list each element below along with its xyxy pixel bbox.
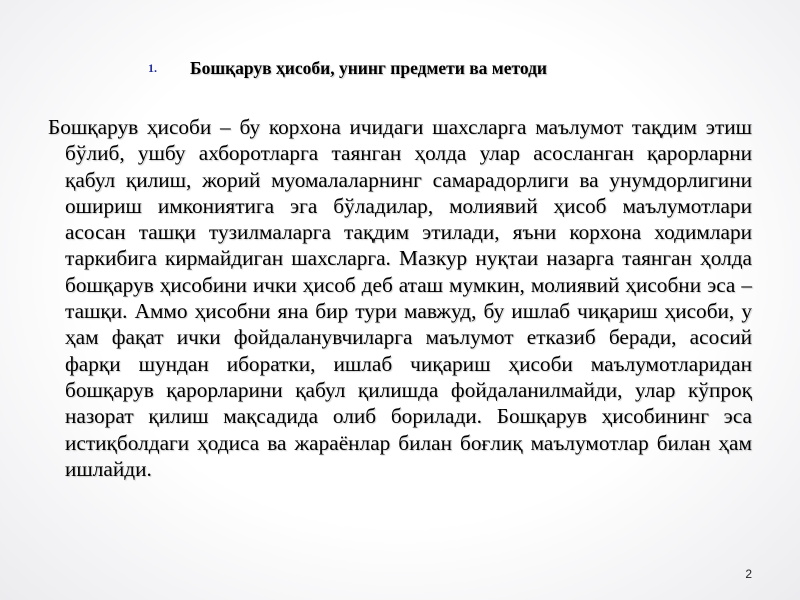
heading-number: 1. (148, 60, 157, 75)
slide-heading (148, 56, 748, 80)
page-number: 2 (745, 567, 752, 581)
heading-title: Бошқарув ҳисоби, унинг предмети ва методи (190, 57, 548, 78)
body-paragraph: Бошқарув ҳисоби – бу корхона ичидаги шахсларга маълумот тақдим этиш бўлиб, ушбу ахборотларга таянган ҳолда улар асосланган қарорларни қабул қилиш, жорий муомалаларнинг самарадорлиги ва унумдорлигини ошириш имкониятига эга бўладилар, молиявий ҳисоб маълумотлари асосан ташқи тузилмаларга тақдим этилади, яъни корхона ходимлари таркибига кирмайдиган шахсларга. Мазкур нуқтаи назарга таянган ҳолда бошқарув ҳисобини ички ҳисоб деб аташ мумкин, молиявий ҳисобни эса – ташқи. Аммо ҳисобни яна бир тури мавжуд, бу ишлаб чиқариш ҳисоби, у ҳам фақат ички фойдаланувчиларга маълумот етказиб беради, асосий фарқи шундан иборатки, ишлаб чиқариш ҳисоби маълумотларидан бошқарув қарорларини қабул қилишда фойдаланилмайди, улар кўпроқ назорат қилиш мақсадида олиб борилади. Бошқарув ҳисобининг эса истиқболдаги ҳодиса ва жараёнлар билан боғлиқ маълумотлар билан ҳам ишлайди. (48, 115, 752, 481)
